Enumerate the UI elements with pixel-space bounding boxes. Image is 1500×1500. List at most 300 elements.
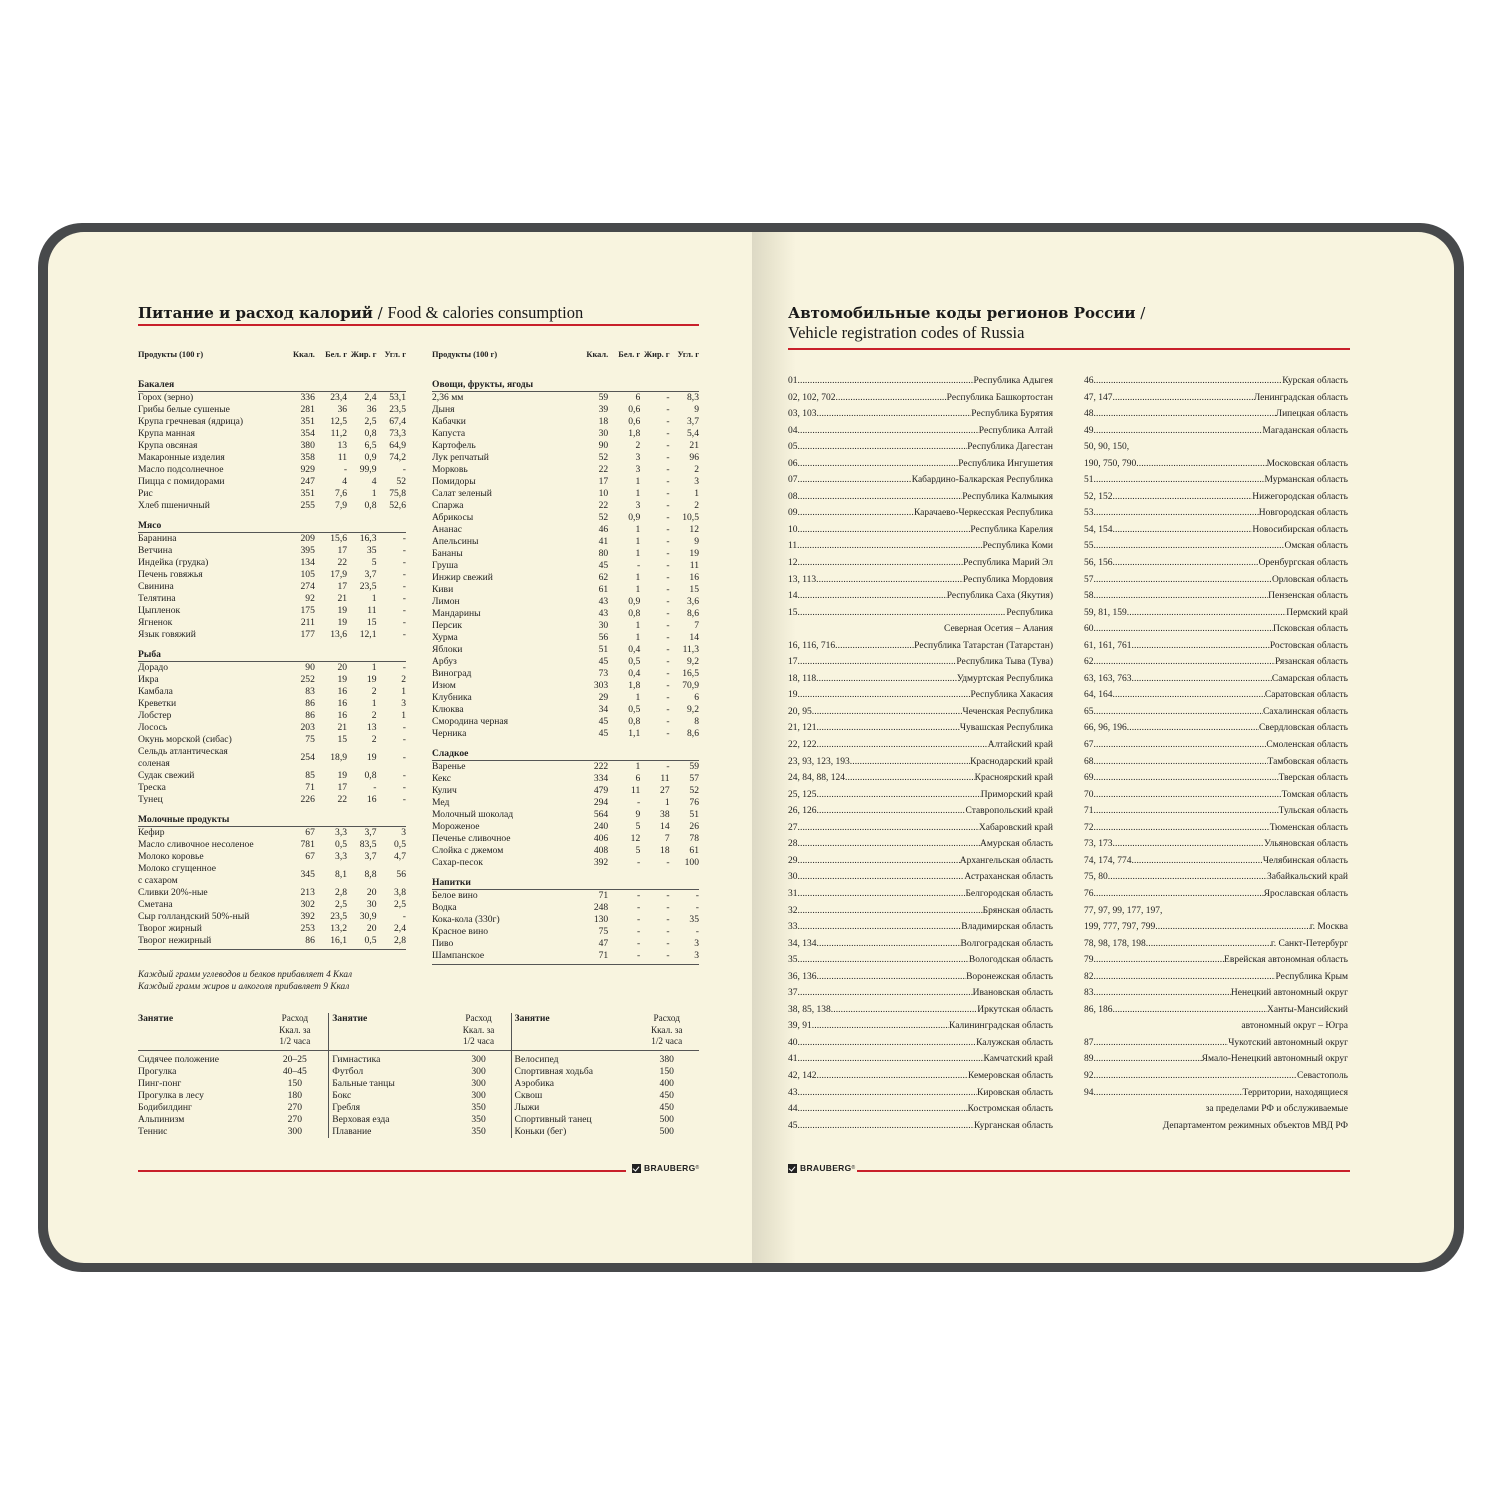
food-name: Сыр голландский 50%-ный	[138, 911, 250, 922]
activity-name: Пинг-понг	[138, 1077, 182, 1089]
region-name: Республика Марий Эл	[963, 558, 1053, 569]
food-name: Хурма	[432, 632, 458, 643]
region-row	[788, 654, 1053, 671]
region-code: 71	[1084, 806, 1094, 817]
region-code: 29	[788, 855, 798, 866]
food-fat: -	[666, 548, 670, 559]
food-kcal: 10	[598, 488, 609, 499]
food-name: Кока-кола (330г)	[432, 914, 500, 925]
food-row	[138, 911, 406, 923]
food-protein: -	[637, 914, 641, 925]
food-name: Сливки 20%-ные	[138, 887, 208, 898]
food-carbs: 3,7	[687, 416, 699, 427]
food-kcal: 52	[598, 512, 609, 523]
activity-kcal: 180	[287, 1089, 303, 1101]
region-row	[1084, 969, 1348, 986]
region-name: Ханты-Мансийский	[1267, 1004, 1348, 1015]
region-name: Челябинская область	[1262, 855, 1348, 866]
region-name: Республика Дагестан	[967, 442, 1053, 453]
food-carbs: 8,3	[687, 392, 699, 403]
region-row	[788, 1018, 1053, 1035]
region-code: 32	[788, 905, 798, 916]
region-row	[1084, 638, 1348, 655]
food-row	[432, 620, 699, 632]
brand-check-icon	[632, 1164, 641, 1173]
food-section-title: Бакалея	[138, 379, 175, 390]
food-name: Изюм	[432, 680, 456, 691]
food-name: Морковь	[432, 464, 468, 475]
food-name: Язык говяжий	[138, 629, 196, 640]
food-row	[432, 668, 699, 680]
region-name: Воронежская область	[966, 971, 1053, 982]
food-section-row	[432, 869, 699, 889]
food-protein: 21	[337, 593, 348, 604]
region-code: 70	[1084, 789, 1094, 800]
food-fat: -	[666, 392, 670, 403]
food-name: Капуста	[432, 428, 466, 439]
food-row	[432, 464, 699, 476]
region-row	[1084, 456, 1348, 473]
food-name: Красное вино	[432, 926, 489, 937]
activity-header-cost	[634, 1013, 699, 1048]
leader-dots	[798, 820, 979, 837]
food-row	[432, 902, 699, 914]
left-title-sep: /	[372, 304, 388, 322]
food-carbs: -	[695, 926, 699, 937]
food-fat: 0,9	[364, 452, 377, 463]
region-code: 65	[1084, 706, 1094, 717]
food-kcal: 247	[300, 476, 315, 487]
region-name: Республика Адыгея	[973, 376, 1053, 386]
food-row	[138, 569, 406, 581]
food-fat: -	[666, 716, 670, 727]
food-protein: 23,4	[330, 392, 348, 403]
leader-dots	[1094, 505, 1259, 522]
food-row	[432, 704, 699, 716]
activity-kcal: 150	[287, 1077, 303, 1089]
food-kcal: 86	[305, 698, 315, 709]
region-code: 28	[788, 839, 798, 850]
leader-dots	[1108, 869, 1267, 886]
food-protein: 1,1	[628, 728, 641, 739]
region-row	[788, 952, 1053, 969]
food-carbs: 51	[689, 809, 699, 820]
region-code: 37	[788, 988, 798, 999]
region-code: 86, 186	[1084, 1004, 1113, 1015]
region-name: Липецкая область	[1275, 409, 1348, 420]
region-code: 94	[1084, 1087, 1094, 1098]
food-name: Дыня	[432, 404, 455, 415]
food-table-left	[138, 349, 406, 950]
food-name: Хлеб пшеничный	[138, 500, 210, 511]
food-protein: 9	[635, 809, 641, 820]
food-fat: -	[666, 488, 670, 499]
activity-kcal: 270	[287, 1101, 303, 1113]
activity-name: Верховая езда	[329, 1114, 447, 1126]
food-row	[138, 617, 406, 629]
food-carbs: 53,1	[389, 392, 406, 403]
food-protein: 1	[635, 620, 641, 631]
food-name: Крупа гречневая (ядрица)	[138, 416, 244, 427]
region-row	[1084, 489, 1348, 506]
leader-dots	[1094, 588, 1269, 605]
food-name: Печенье сливочное	[432, 833, 511, 844]
food-name: Арбуз	[432, 656, 457, 667]
food-carbs: 9	[694, 536, 699, 547]
food-row	[432, 821, 699, 833]
region-code: 199, 777, 797, 799	[1084, 922, 1156, 933]
food-kcal: 45	[598, 656, 609, 667]
region-row	[1084, 820, 1348, 837]
food-row	[138, 545, 406, 557]
food-row	[432, 644, 699, 656]
food-name: Черника	[432, 728, 467, 739]
food-name: Свинина	[138, 581, 174, 592]
food-row	[138, 533, 406, 546]
food-row	[138, 674, 406, 686]
food-kcal: 86	[305, 935, 315, 946]
food-protein: -	[637, 560, 641, 571]
food-row	[432, 692, 699, 704]
food-carbs: 4,7	[394, 851, 406, 862]
food-protein: 7,6	[335, 488, 348, 499]
food-protein: 15	[337, 734, 348, 745]
food-fat: 2	[371, 686, 377, 697]
food-row	[138, 581, 406, 593]
food-fat: -	[666, 704, 670, 715]
food-fat: 6,5	[364, 440, 377, 451]
food-section-title: Овощи, фрукты, ягоды	[432, 379, 534, 390]
activity-header-cost-line: Расход	[653, 1013, 680, 1023]
food-protein: 5	[635, 821, 641, 832]
food-protein: 0,9	[628, 596, 641, 607]
food-name: Яблоки	[432, 644, 463, 655]
food-fat: 19	[366, 674, 377, 685]
food-row	[432, 833, 699, 845]
food-row	[432, 608, 699, 620]
food-name: Масло сливочное несоленое	[138, 839, 254, 850]
food-row	[432, 548, 699, 560]
food-row	[432, 392, 699, 405]
food-carbs: -	[402, 722, 406, 733]
activity-name: Коньки (бег)	[511, 1126, 634, 1138]
food-row	[138, 605, 406, 617]
food-row	[432, 476, 699, 488]
activity-name: Гимнастика	[329, 1050, 447, 1066]
food-row	[432, 797, 699, 809]
food-kcal: 39	[598, 404, 609, 415]
food-protein: 11	[337, 452, 348, 463]
food-kcal: 83	[305, 686, 315, 697]
leader-dots	[798, 952, 969, 969]
food-row	[138, 710, 406, 722]
activity-header-cost-line: 1/2 часа	[651, 1036, 683, 1046]
leader-dots	[831, 1002, 977, 1019]
food-protein: 22	[337, 794, 348, 805]
food-protein: 2,5	[335, 899, 348, 910]
region-code: 39, 91	[788, 1021, 812, 1032]
region-row	[1084, 853, 1348, 870]
food-name: Ананас	[432, 524, 462, 535]
food-protein: -	[637, 857, 641, 868]
food-row	[138, 452, 406, 464]
leader-dots	[1094, 406, 1276, 423]
food-name: Молочный шоколад	[432, 809, 514, 820]
food-row	[138, 935, 406, 947]
food-fat: 2,5	[364, 416, 377, 427]
region-name: Республика Коми	[982, 541, 1053, 552]
right-title-underline	[788, 348, 1350, 350]
food-fat: 99,9	[359, 464, 377, 475]
region-code: 30	[788, 872, 798, 883]
food-section-title: Молочные продукты	[138, 814, 230, 825]
food-fat: 1	[664, 797, 670, 808]
food-fat: 1	[371, 662, 377, 673]
food-name: Апельсины	[432, 536, 479, 547]
leader-dots	[1146, 936, 1271, 953]
region-code: 73, 173	[1084, 839, 1113, 850]
activity-name: Прогулка в лесу	[138, 1089, 204, 1101]
activity-name: Велосипед	[511, 1050, 634, 1066]
food-kcal: 345	[300, 869, 315, 880]
food-fat: -	[666, 608, 670, 619]
region-code: 27	[788, 822, 798, 833]
region-code: 33	[788, 922, 798, 933]
leader-dots	[1094, 373, 1283, 390]
food-kcal: 61	[598, 584, 609, 595]
activity-header-cost-line: Ккал. за	[462, 1024, 495, 1035]
food-carbs: 67,4	[389, 416, 406, 427]
food-row	[138, 686, 406, 698]
food-header-row	[432, 349, 699, 371]
food-carbs: 3	[694, 938, 699, 949]
leader-dots	[1094, 985, 1231, 1002]
region-code: 63, 163, 763	[1084, 673, 1132, 684]
region-row	[788, 985, 1053, 1002]
region-name: Владимирская область	[961, 922, 1053, 933]
food-protein: 1	[635, 476, 641, 487]
leader-dots	[798, 919, 962, 936]
food-name: Телятина	[138, 593, 176, 604]
food-fat: 30	[366, 899, 377, 910]
region-row	[788, 1101, 1053, 1118]
food-kcal: 41	[598, 536, 609, 547]
region-name: Томская область	[1281, 789, 1348, 800]
leader-dots	[1113, 390, 1254, 407]
leader-dots	[817, 1068, 968, 1085]
food-carbs: 96	[689, 452, 699, 463]
food-name: Молоко сгущенное с сахаром	[138, 863, 216, 886]
food-fat: -	[666, 902, 670, 913]
region-name: Калининградская область	[949, 1021, 1053, 1032]
food-protein: 0,6	[628, 404, 641, 415]
leader-dots	[1094, 1085, 1243, 1102]
food-fat: 3,7	[364, 827, 377, 838]
food-fat: 27	[660, 785, 670, 796]
food-kcal: 175	[300, 605, 315, 616]
left-title-ru: Питание и расход калорий	[138, 304, 373, 322]
region-name: г. Москва	[1309, 922, 1348, 933]
region-code: 89	[1084, 1054, 1094, 1065]
food-row	[432, 716, 699, 728]
food-name: Смородина черная	[432, 716, 509, 727]
region-code: 36, 136	[788, 971, 817, 982]
food-kcal: 30	[598, 620, 609, 631]
region-name: Хабаровский край	[978, 822, 1053, 833]
region-code: 04	[788, 425, 798, 436]
food-carbs: 52	[396, 476, 406, 487]
region-row	[1084, 555, 1348, 572]
region-code: 16, 116, 716	[788, 640, 836, 651]
region-code: 59, 81, 159	[1084, 607, 1127, 618]
food-header-fat: Жир. г	[643, 350, 670, 359]
food-name: Кулич	[432, 785, 457, 796]
region-code: 76	[1084, 888, 1094, 899]
region-row	[1084, 919, 1348, 936]
leader-dots	[798, 472, 912, 489]
region-name: Территории, находящиеся	[1242, 1087, 1348, 1098]
region-name: Республика Алтай	[978, 425, 1053, 436]
region-name: Тюменская область	[1269, 822, 1348, 833]
region-row	[1084, 522, 1348, 539]
activity-name: Лыжи	[511, 1102, 634, 1114]
food-carbs: 12	[689, 524, 699, 535]
food-kcal: 248	[593, 902, 609, 913]
food-name: Треска	[138, 782, 166, 793]
food-carbs: -	[402, 545, 406, 556]
food-row	[138, 500, 406, 512]
food-row	[432, 809, 699, 821]
activity-row	[138, 1066, 699, 1078]
food-header-row	[138, 349, 406, 371]
leader-dots	[798, 456, 959, 473]
food-protein: 3	[635, 464, 641, 475]
food-carbs: 11	[689, 560, 699, 571]
food-fat: 36	[366, 404, 377, 415]
food-kcal: 203	[300, 722, 315, 733]
food-kcal: 255	[300, 500, 315, 511]
activity-row	[138, 1050, 699, 1066]
food-protein: 3	[635, 500, 641, 511]
region-code: 82	[1084, 971, 1094, 982]
region-row	[788, 803, 1053, 820]
food-fat: 0,8	[364, 770, 377, 781]
food-kcal: 294	[593, 797, 609, 808]
region-name: Республика Саха (Якутия)	[946, 591, 1053, 602]
region-name: Алтайский край	[987, 740, 1053, 751]
food-kcal: 240	[593, 821, 609, 832]
region-row	[788, 886, 1053, 903]
brand-logo-right	[788, 1163, 856, 1173]
food-row	[432, 857, 699, 869]
food-fat: -	[666, 644, 670, 655]
region-row	[1084, 687, 1348, 704]
food-protein: 2	[635, 440, 641, 451]
food-kcal: 392	[593, 857, 609, 868]
food-name: Груша	[432, 560, 459, 571]
region-row	[788, 505, 1053, 522]
region-code: 44	[788, 1104, 798, 1115]
food-name: Шампанское	[432, 950, 485, 961]
region-name: Белгородская область	[965, 888, 1053, 899]
food-name: Творог нежирный	[138, 935, 212, 946]
food-name: Печень говяжья	[138, 569, 203, 580]
food-header-kcal: Ккал.	[293, 350, 315, 359]
food-kcal: 90	[598, 440, 609, 451]
activity-table	[138, 1013, 699, 1138]
food-fat: -	[666, 632, 670, 643]
food-protein: 18,9	[330, 752, 348, 763]
food-row	[432, 728, 699, 740]
food-carbs: 35	[689, 914, 699, 925]
brand-name: BRAUBERG	[800, 1163, 852, 1173]
brand-check-icon	[788, 1164, 797, 1173]
leader-dots	[850, 754, 970, 771]
food-fat: -	[666, 596, 670, 607]
food-kcal: 134	[300, 557, 315, 568]
region-row	[788, 456, 1053, 473]
food-kcal: 479	[593, 785, 609, 796]
food-row	[138, 404, 406, 416]
food-protein: -	[637, 926, 641, 937]
activity-row	[138, 1126, 699, 1138]
region-code: 72	[1084, 822, 1094, 833]
food-kcal: 56	[598, 632, 609, 643]
region-code: 58	[1084, 591, 1094, 602]
leader-dots	[817, 803, 966, 820]
food-carbs: 2,5	[394, 899, 406, 910]
food-row	[138, 734, 406, 746]
region-name: Астраханская область	[964, 872, 1053, 883]
leader-dots	[812, 704, 963, 721]
leader-dots	[798, 439, 968, 456]
region-code: 05	[788, 442, 798, 453]
food-kcal: 52	[598, 452, 609, 463]
food-carbs: 56	[396, 869, 406, 880]
food-fat: 3,7	[364, 569, 377, 580]
region-row	[1084, 538, 1348, 555]
food-carbs: 59	[689, 761, 699, 772]
food-row	[432, 656, 699, 668]
region-row	[788, 572, 1053, 589]
left-title-underline	[138, 324, 699, 326]
region-code: 18, 118	[788, 673, 817, 684]
food-name: Кефир	[138, 827, 165, 838]
food-carbs: 3,6	[687, 596, 699, 607]
leader-dots	[798, 423, 979, 440]
food-kcal: 130	[593, 914, 609, 925]
region-code: 64, 164	[1084, 690, 1113, 701]
leader-dots	[1094, 621, 1273, 638]
region-row	[1084, 985, 1348, 1002]
food-carbs: 100	[684, 857, 699, 868]
region-row	[1084, 423, 1348, 440]
activity-kcal: 40–45	[282, 1065, 307, 1077]
food-section-title: Мясо	[138, 520, 162, 531]
food-carbs: -	[402, 533, 406, 544]
food-kcal: 80	[598, 548, 609, 559]
leader-dots	[1094, 704, 1263, 721]
food-fat: -	[666, 890, 670, 901]
activity-name: Прогулка	[138, 1065, 177, 1077]
food-row	[432, 914, 699, 926]
food-fat: -	[666, 950, 670, 961]
food-carbs: 75,8	[389, 488, 406, 499]
food-row	[432, 845, 699, 857]
food-carbs: 1	[401, 710, 406, 721]
food-fat: -	[666, 536, 670, 547]
activity-row	[138, 1078, 699, 1090]
